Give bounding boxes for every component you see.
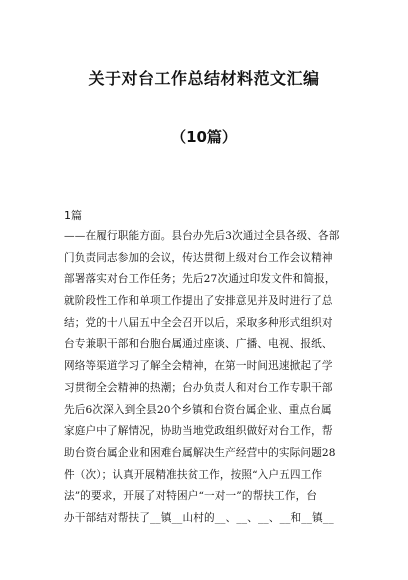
body-line: 网络等渠道学习了解全会精神，在第一时间迅速掀起了学 (64, 360, 333, 373)
body-line: ——在履行职能方面。县台办先后3次通过全县各级、各部 (64, 230, 340, 242)
body-line: 习贯彻全会精神的热潮；台办负责人和对台工作专职干部 (64, 381, 333, 394)
body-line: 件（次）；认真开展精准扶贫工作，按照“入户五四工作 (64, 468, 323, 481)
body-paragraph (64, 226, 354, 530)
body-line: 结；党的十八届五中全会召开以后，采取多种形式组织对 (64, 316, 333, 329)
document-title: 关于对台工作总结材料范文汇编 (88, 69, 320, 88)
body-line: 家庭户中了解情况，协助当地党政组织做好对台工作，帮 (64, 425, 333, 438)
section-label: 1篇 (64, 209, 82, 222)
document-subtitle: （10篇） (171, 128, 237, 146)
body-line: 助台资台属企业和困难台属解决生产经营中的实际问题28 (64, 446, 336, 459)
body-line: 就阶段性工作和单项工作提出了安排意见并及时进行了总 (64, 295, 333, 308)
body-line: 台专兼职干部和台胞台属通过座谈、广播、电视、报纸、 (64, 338, 333, 351)
body-line: 办干部结对帮扶了__镇__山村的__、__、__、__和__镇__ (64, 511, 334, 524)
body-line: 部署落实对台工作任务；先后27次通过印发文件和简报， (64, 273, 336, 286)
body-line: 法”的要求，开展了对特困户“一对一”的帮扶工作，台 (64, 490, 318, 503)
body-line: 先后6次深入到全县20个乡镇和台资台属企业、重点台属 (64, 403, 332, 416)
body-line: 门负责同志参加的会议，传达贯彻上级对台工作会议精神 (64, 251, 333, 264)
